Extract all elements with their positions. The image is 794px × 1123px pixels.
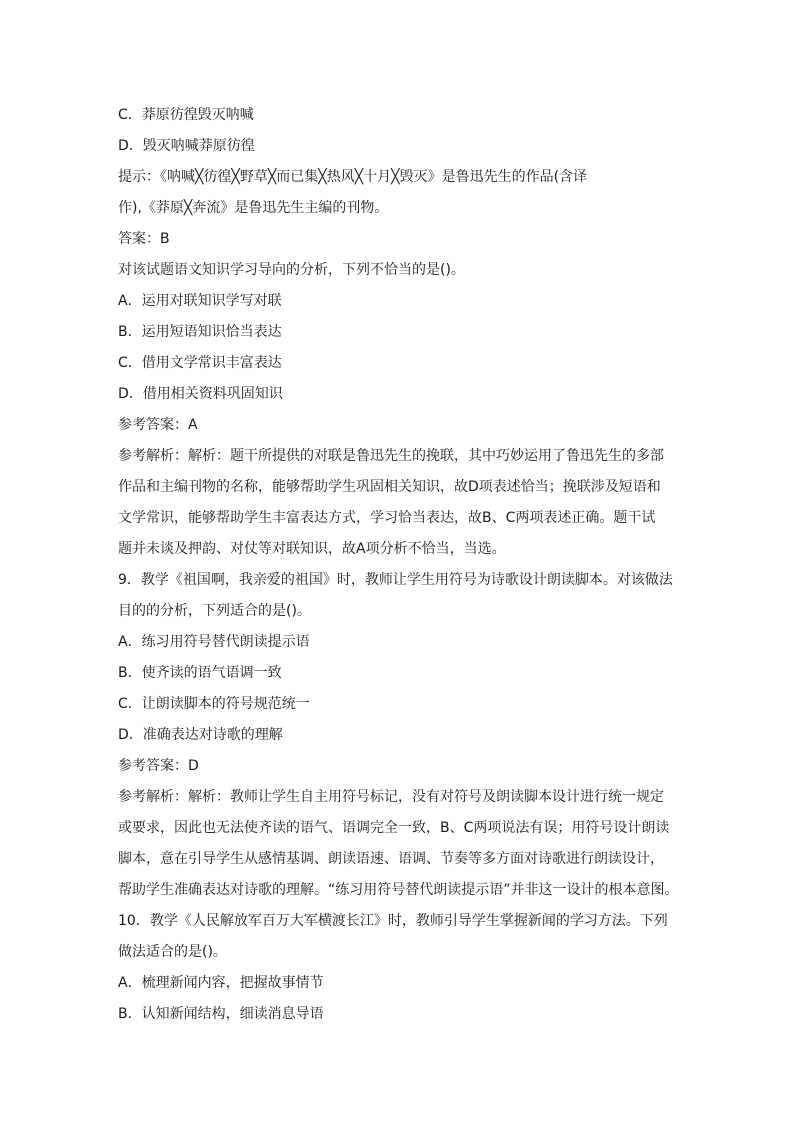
option-b-sub: B．运用短语知识恰当表达 — [118, 324, 282, 340]
analysis-sub-line-4: 题并未谈及押韵、对仗等对联知识，故A项分析不恰当，当选。 — [118, 541, 506, 557]
option-d-sub: D．借用相关资料巩固知识 — [118, 386, 283, 402]
option-a-q10: A．梳理新闻内容，把握故事情节 — [118, 975, 324, 991]
option-d-q9: D．准确表达对诗歌的理解 — [118, 727, 283, 743]
reference-answer-sub: 参考答案：A — [118, 417, 198, 433]
option-c-sub: C．借用文学常识丰富表达 — [118, 355, 282, 371]
analysis-q9-line-3: 脚本，意在引导学生从感情基调、朗读语速、语调、节奏等多方面对诗歌进行朗读设计， — [118, 851, 664, 867]
document-page — [118, 100, 678, 1030]
analysis-sub-line-2: 作品和主编刊物的名称，能够帮助学生巩固相关知识，故D项表述恰当；挽联涉及短语和 — [118, 479, 661, 495]
option-a-sub: A．运用对联知识学写对联 — [118, 293, 282, 309]
analysis-sub-line-3: 文学常识，能够帮助学生丰富表达方式，学习恰当表达，故B、C两项表述正确。题干试 — [118, 510, 656, 526]
analysis-sub-line-1: 参考解析：解析：题干所提供的对联是鲁迅先生的挽联，其中巧妙运用了鲁迅先生的多部 — [118, 448, 664, 464]
hint-line-1: 提示：《呐喊╳彷徨╳野草╳而已集╳热风╳十月╳毁灭》是鲁迅先生的作品(含译 — [118, 169, 588, 185]
option-b-q9: B．使齐读的语气语调一致 — [118, 665, 282, 681]
analysis-q9-line-4: 帮助学生准确表达对诗歌的理解。“练习用符号替代朗读提示语”并非这一设计的根本意图。 — [118, 882, 679, 898]
analysis-q9-line-1: 参考解析：解析：教师让学生自主用符号标记，没有对符号及朗读脚本设计进行统一规定 — [118, 789, 664, 805]
option-a-q9: A．练习用符号替代朗读提示语 — [118, 634, 310, 650]
option-c-q8: C．莽原彷徨毁灭呐喊 — [118, 107, 254, 123]
answer-q8: 答案：B — [118, 231, 170, 247]
question-9-line-2: 目的的分析，下列适合的是()。 — [118, 603, 311, 619]
option-c-q9: C．让朗读脚本的符号规范统一 — [118, 696, 310, 712]
hint-line-2: 作),《莽原╳奔流》是鲁迅先生主编的刊物。 — [118, 200, 389, 216]
option-d-q8: D．毁灭呐喊莽原彷徨 — [118, 138, 255, 154]
question-stem-sub: 对该试题语文知识学习导向的分析，下列不恰当的是()。 — [118, 262, 465, 278]
reference-answer-q9: 参考答案：D — [118, 758, 199, 774]
question-10-line-2: 做法适合的是()。 — [118, 944, 227, 960]
question-9-line-1: 9．教学《祖国啊，我亲爱的祖国》时，教师让学生用符号为诗歌设计朗读脚本。对该做法 — [118, 572, 673, 588]
question-10-line-1: 10．教学《人民解放军百万大军横渡长江》时，教师引导学生掌握新闻的学习方法。下列 — [118, 913, 668, 929]
option-b-q10: B．认知新闻结构，细读消息导语 — [118, 1006, 324, 1022]
analysis-q9-line-2: 或要求，因此也无法使齐读的语气、语调完全一致，B、C两项说法有误；用符号设计朗读 — [118, 820, 670, 836]
